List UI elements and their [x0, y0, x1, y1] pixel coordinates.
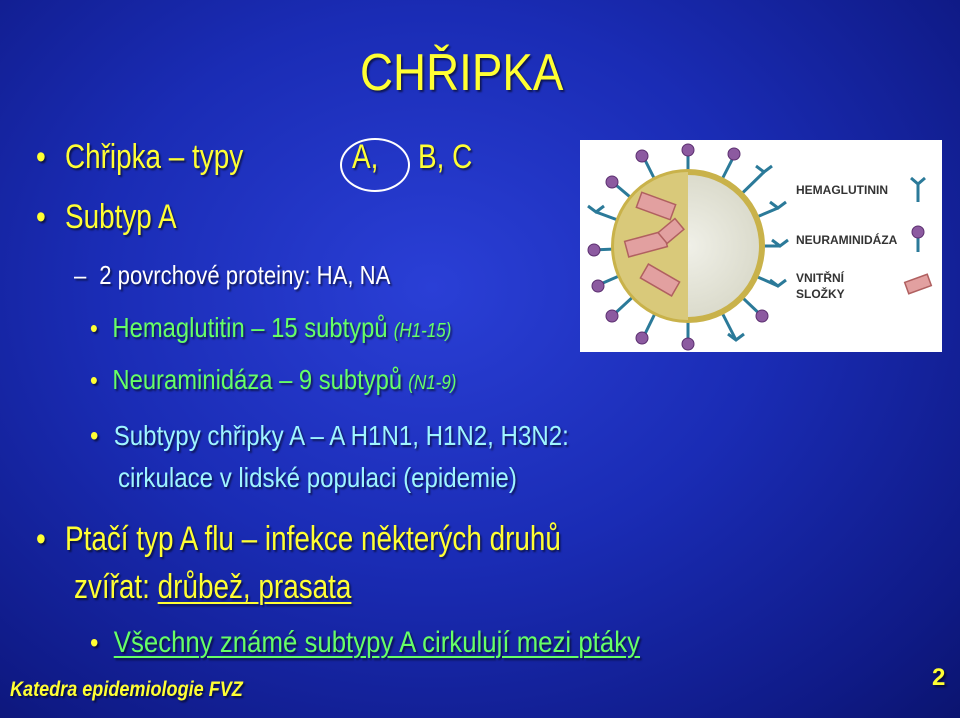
avian-flu-line1: Ptačí typ A flu – infekce některých druhů: [64, 520, 561, 558]
all-subtypes-text: Všechny známé subtypy A cirkulují mezi ptáky: [113, 626, 641, 659]
bullet-dot: •: [36, 198, 46, 236]
flu-types-rest: B, C: [418, 138, 473, 176]
flu-type-a: A,: [352, 138, 379, 176]
animals-label: zvířat:: [74, 568, 158, 606]
influenza-virion-illustration: [580, 140, 942, 352]
hemagglutinin-label: HEMAGLUTININ: [796, 183, 888, 197]
bullet-all-subtypes-birds: [90, 626, 640, 660]
bullet-human-subtypes: [90, 420, 569, 452]
virus-diagram: [580, 140, 942, 352]
bullet-dot: •: [90, 365, 98, 395]
avian-flu-line2: [74, 568, 351, 607]
footer-department: Katedra epidemiologie FVZ: [10, 678, 243, 701]
hemagglutinin-legend-icon: [911, 178, 925, 202]
bullet-subtype-a: [36, 198, 177, 237]
bullet-dot: •: [36, 138, 46, 176]
internal-components-legend-icon: [905, 274, 932, 293]
hemagglutinin-text: Hemaglutitin – 15 subtypů: [112, 312, 388, 343]
neuraminidase-range: (N1-9): [408, 372, 457, 394]
bullet-hemagglutinin: [90, 312, 451, 344]
bullet-dot: •: [90, 627, 99, 658]
human-subtypes-line2: cirkulace v lidské populaci (epidemie): [118, 462, 517, 493]
bullet-avian-flu: [36, 520, 561, 559]
subtype-a-label: Subtyp A: [64, 198, 177, 236]
human-subtypes-line1: Subtypy chřipky A – A H1N1, H1N2, H3N2:: [113, 420, 569, 451]
bullet-dot: •: [90, 313, 98, 343]
neuraminidase-label: NEURAMINIDÁZA: [796, 233, 898, 247]
bullet-flu-types: [36, 138, 243, 177]
internal-components-label-1: VNITŘNÍ: [796, 271, 844, 285]
bullet-dot: •: [36, 520, 46, 558]
poultry-pigs: drůbež, prasata: [157, 568, 352, 606]
dash-marker: –: [74, 260, 87, 290]
neuraminidase-legend-icon: [912, 226, 924, 252]
internal-components-label-2: SLOŽKY: [796, 287, 845, 301]
bullet-neuraminidase: [90, 364, 456, 396]
flu-types-label: Chřipka – typy: [64, 138, 244, 176]
neuraminidase-text: Neuraminidáza – 9 subtypů: [112, 364, 403, 395]
hemagglutinin-range: (H1-15): [393, 320, 452, 342]
slide-title: CHŘIPKA: [360, 44, 564, 102]
bullet-surface-proteins: [74, 260, 390, 291]
page-number: 2: [932, 664, 946, 691]
surface-proteins-text: 2 povrchové proteiny: HA, NA: [99, 260, 391, 290]
bullet-dot: •: [90, 420, 99, 451]
